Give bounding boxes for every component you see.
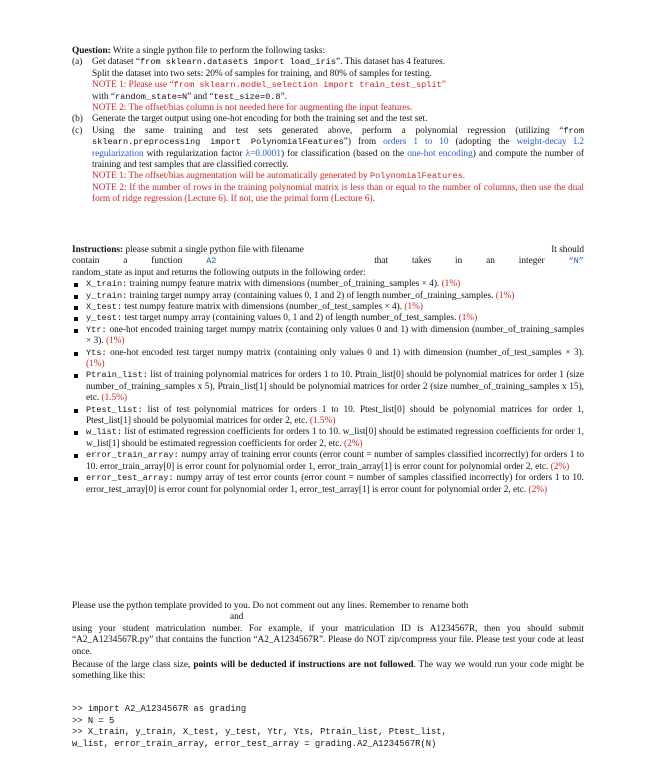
weight-decay-highlight: weight-decay L2 regularization: [92, 137, 584, 159]
output-description: test numpy feature matrix with dimensions (number_of_test_samples × 4).: [122, 302, 405, 312]
output-weight: (2%): [344, 438, 363, 449]
task-c-note2: NOTE 2: If the number of rows in the training polynomial matrix is less than or equal to the number of columns, then use the dual form of ridge regression (Lecture 6). If not, use the primal form (Lecture 6).: [92, 182, 584, 205]
outputs-list: [72, 279, 584, 496]
task-a-params: [92, 92, 584, 103]
spacer: [243, 612, 373, 623]
n-param: “N”: [568, 256, 584, 267]
one-hot-highlight: one-hot encoding: [407, 148, 473, 159]
task-b-text: Generate the target output using one-hot encoding for both the training set and the test set.: [92, 114, 428, 125]
word: takes: [412, 256, 432, 267]
code-line: >> X_train, y_train, X_test, y_test, Ytr, Yts, Ptrain_list, Ptest_list,: [72, 727, 447, 738]
output-var-name: Ptest_list:: [86, 404, 143, 415]
output-var-name: Ptrain_list:: [86, 370, 148, 381]
instructions-line3: random_state as input and returns the following outputs in the following order:: [72, 267, 366, 278]
output-item: [72, 291, 584, 302]
task-a-label: (a): [72, 57, 83, 68]
text: and: [230, 612, 244, 623]
text: ” and “: [187, 91, 214, 102]
task-a-note1: [92, 80, 584, 91]
code-random-state: random_state=N: [114, 91, 188, 102]
output-description: numpy array of training error counts (error count = number of samples classified incorrectly) for orders 1 to 10. error_train_array[0] is error count for polynomial order 1, error_train_array[1] is error count for polynomial order 2, etc.: [86, 450, 584, 472]
instructions-label: Instructions:: [72, 245, 124, 255]
function-name: A2: [206, 256, 217, 267]
output-item: [72, 302, 584, 313]
word: that: [374, 256, 389, 267]
warning-paragraph: [72, 660, 584, 683]
instructions-text1: please submit a single python file with filename: [125, 245, 304, 255]
word: an: [486, 256, 495, 267]
output-description: list of test polynomial matrices for orders 1 to 10. Ptest_list[0] should be polynomial matrices for order 1, Ptest_list[1] should be polynomial matrices for order 2, etc.: [86, 404, 584, 427]
text: ”: [441, 80, 446, 91]
output-description: training target numpy array (containing values 0, 1 and 2) of length number_of_training_samples.: [127, 290, 496, 301]
task-c-text: [92, 126, 584, 172]
template-paragraph: [72, 601, 584, 658]
text: ”) from: [343, 137, 384, 148]
task-c-label: (c): [72, 125, 83, 136]
lambda-highlight: λ=0.0001: [245, 148, 281, 159]
output-description: one-hot encoded training target numpy matrix (containing only values 0 and 1) with dimension (number_of_training_samples × 3).: [86, 324, 584, 347]
word: contain: [72, 256, 100, 267]
output-description: list of estimated regression coefficients for orders 1 to 10. w_list[0] should be estimated regression coefficients for order 1, w_list[1] should be estimated regression coefficients for order 2, etc.: [86, 427, 584, 449]
warning-bold: points will be deducted if instructions are not followed: [193, 660, 414, 670]
template-rest: using your student matriculation number. For example, if your matriculation ID is A1234567R, then you should submit “A2_A1234567R.py” that contains the function “A2_A1234567R”. Please do NOT zip/compress your file. Please test your code at least once.: [72, 623, 584, 657]
output-var-name: X_test:: [86, 302, 123, 312]
output-var-name: y_train:: [86, 290, 128, 301]
instructions-line1: [72, 245, 584, 256]
output-var-name: Ytr:: [86, 324, 107, 335]
output-weight: (1.5%): [309, 416, 336, 427]
question-label: Question:: [72, 46, 111, 56]
output-item: [72, 313, 584, 324]
question-intro: Write a single python file to perform the following tasks:: [112, 46, 326, 56]
output-item: [72, 473, 584, 496]
text: NOTE 1: The offset/bias augmentation will be automatically generated by: [92, 171, 370, 182]
code-load-iris: from sklearn.datasets import load_iris: [140, 57, 336, 68]
template-line2: [72, 612, 584, 623]
text: ) for classification (based on the: [280, 148, 408, 159]
instructions-text2-start: It should: [551, 245, 584, 255]
question-section: [72, 46, 584, 206]
output-var-name: X_train:: [86, 279, 128, 290]
instructions-section: [72, 245, 584, 496]
word: a: [123, 256, 128, 267]
output-item: [72, 450, 584, 473]
instructions-line2: [72, 256, 584, 267]
output-var-name: error_train_array:: [86, 450, 179, 461]
text: ”. This dataset has 4 features.: [336, 57, 446, 68]
text: NOTE 1: Please use “: [92, 80, 174, 91]
output-description: numpy array of test error counts (error count = number of samples classified incorrectly) for orders 1 to 10. error_test_array[0] is error count for polynomial order 1, error_test_array[1] is error count for polynomial order 2, etc.: [86, 473, 584, 495]
output-item: [72, 370, 584, 404]
code-line: >> N = 5: [72, 715, 115, 726]
output-var-name: w_list:: [86, 427, 123, 438]
task-a-line1: [92, 57, 584, 68]
text: Using the same training and test sets generated above, perform a polynomial regression (utilizing “: [92, 125, 564, 136]
code-line: w_list, error_train_array, error_test_array = grading.A2_A1234567R(N): [72, 738, 437, 749]
text: ”.: [280, 91, 288, 102]
code-polynomial-features-note: PolynomialFeatures: [369, 171, 463, 182]
output-weight: (1%): [86, 359, 105, 370]
text: Please use the python template provided to you. Do not comment out any lines. Remember to rename both: [72, 601, 469, 611]
output-item: [72, 427, 584, 450]
code-test-size: test_size=0.8: [213, 91, 281, 102]
text: Get dataset “: [92, 57, 141, 68]
output-description: training numpy feature matrix with dimensions (number_of_training_samples × 4).: [127, 279, 442, 290]
output-description: one-hot encoded test target numpy matrix (containing only values 0 and 1) with dimension (number_of_test_samples × 3).: [106, 347, 584, 358]
output-item: [72, 405, 584, 428]
output-weight: (1%): [441, 279, 461, 290]
output-var-name: error_test_array:: [86, 473, 174, 484]
task-a-split: Split the dataset into two sets: 20% of samples for training, and 80% of samples for testing.: [92, 68, 432, 79]
orders-highlight: orders 1 to 10: [383, 137, 449, 148]
text: ) and compute the number of training and test samples that are classified correctly.: [92, 148, 584, 171]
output-item: [72, 348, 584, 371]
output-weight: (1%): [404, 302, 423, 312]
word: function: [151, 256, 183, 267]
output-weight: (2%): [528, 484, 548, 495]
output-item: [72, 279, 584, 290]
text: . The way we would run your code might be something like this:: [72, 660, 584, 682]
task-a-note2: NOTE 2: The offset/bias column is not needed here for augmenting the input features.: [92, 103, 413, 114]
task-b-label: (b): [72, 114, 83, 125]
code-polynomial-features: from sklearn.preprocessing import PolynomialFeatures: [92, 125, 584, 148]
task-c-note1: [92, 171, 584, 182]
text: with “: [92, 91, 115, 102]
output-weight: (1.5%): [101, 393, 128, 404]
task-a: [72, 57, 584, 114]
output-description: list of training polynomial matrices for orders 1 to 10. Ptrain_list[0] should be polynomial matrices for order 1 (size number_of_training_samples x 5), Ptrain_list[1] should be polynomial matrices for order 2 (size number_of_training_samples x 15), etc.: [86, 370, 584, 404]
word: integer: [518, 256, 545, 267]
output-weight: (2%): [550, 461, 570, 472]
output-weight: (1%): [105, 336, 125, 347]
spacer: [240, 256, 350, 267]
output-weight: (1%): [495, 290, 515, 301]
output-var-name: Yts:: [86, 347, 107, 358]
task-b: [72, 114, 584, 125]
text: with regularization factor: [143, 148, 246, 159]
text: .: [462, 171, 466, 182]
output-description: test target numpy array (containing values 0, 1 and 2) of length number_of_test_samples.: [122, 313, 459, 324]
code-example: [72, 704, 592, 750]
text: (adopting the: [448, 137, 517, 148]
task-c: [72, 126, 584, 206]
output-var-name: y_test:: [86, 313, 123, 324]
question-heading: [72, 46, 584, 57]
word: in: [455, 256, 463, 267]
code-line: >> import A2_A1234567R as grading: [72, 704, 247, 714]
output-item: [72, 325, 584, 348]
output-weight: (1%): [458, 313, 478, 324]
text: Because of the large class size,: [72, 660, 194, 670]
code-train-test-split: from sklearn.model_selection import train_test_split: [173, 80, 442, 91]
